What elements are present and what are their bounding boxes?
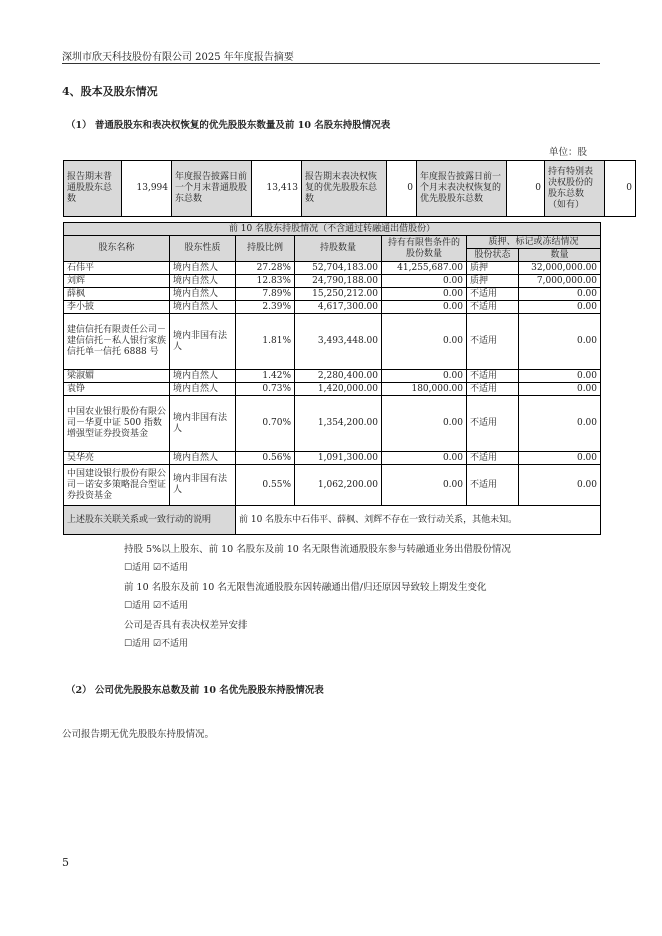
cell-ratio: 0.73% [236, 383, 295, 396]
summary-label-5: 持有特别表决权股份的股东总数（如有） [545, 161, 605, 217]
cell-nature: 境内自然人 [170, 383, 236, 396]
cell-nature: 境内非国有法人 [170, 314, 236, 370]
cell-status: 不适用 [467, 314, 519, 370]
note-lending-change: 前 10 名股东及前 10 名无限售流通股股东因转融通出借/归还原因导致较上期发生变化 [124, 582, 487, 593]
cell-status: 不适用 [467, 301, 519, 314]
cell-qty: 1,062,200.00 [295, 465, 382, 506]
cell-qty: 4,617,300.00 [295, 301, 382, 314]
cell-qty: 2,280,400.00 [295, 370, 382, 383]
cell-nature: 境内自然人 [170, 288, 236, 301]
summary-value-3: 0 [387, 161, 417, 217]
cell-amount: 0.00 [519, 370, 601, 383]
table-row [64, 370, 601, 383]
cell-amount: 0.00 [519, 301, 601, 314]
unit-label: 单位：股 [548, 147, 587, 158]
cell-amount: 0.00 [519, 452, 601, 465]
cell-status: 不适用 [467, 288, 519, 301]
col-header-status: 股份状态 [467, 249, 519, 262]
col-header-nature: 股东性质 [170, 236, 236, 262]
cell-ratio: 0.55% [236, 465, 295, 506]
cell-name: 刘辉 [64, 275, 170, 288]
cell-ratio: 1.42% [236, 370, 295, 383]
cell-restricted: 0.00 [382, 314, 467, 370]
cell-amount: 7,000,000.00 [519, 275, 601, 288]
cell-nature: 境内自然人 [170, 452, 236, 465]
cell-restricted: 180,000.00 [382, 383, 467, 396]
page-number: 5 [62, 856, 69, 869]
cell-status: 不适用 [467, 383, 519, 396]
cell-status: 质押 [467, 275, 519, 288]
section-title: 4、股本及股东情况 [62, 85, 158, 98]
table-row [64, 383, 601, 396]
cell-qty: 1,354,200.00 [295, 396, 382, 452]
header-divider [62, 63, 600, 64]
cell-amount: 0.00 [519, 288, 601, 301]
cell-name: 薛枫 [64, 288, 170, 301]
cell-restricted: 0.00 [382, 370, 467, 383]
cell-ratio: 27.28% [236, 262, 295, 275]
cell-qty: 24,790,188.00 [295, 275, 382, 288]
cell-name: 吴华亮 [64, 452, 170, 465]
summary-label-2: 年度报告披露日前一个月末普通股股东总数 [172, 161, 252, 217]
table-row [64, 288, 601, 301]
table-row [64, 452, 601, 465]
table-row [64, 396, 601, 452]
cell-name: 中国建设银行股份有限公司－诺安多策略混合型证券投资基金 [64, 465, 170, 506]
cell-name: 袁铮 [64, 383, 170, 396]
summary-label-3: 报告期末表决权恢复的优先股股东总数 [302, 161, 387, 217]
cell-ratio: 12.83% [236, 275, 295, 288]
summary-label-1: 报告期末普通股股东总数 [64, 161, 122, 217]
cell-amount: 0.00 [519, 314, 601, 370]
col-header-qty: 持股数量 [295, 236, 382, 262]
choice-voting-rights: ☐适用 ☑不适用 [124, 639, 188, 649]
cell-qty: 1,091,300.00 [295, 452, 382, 465]
cell-restricted: 0.00 [382, 396, 467, 452]
summary-value-5: 0 [605, 161, 636, 217]
relation-text: 前 10 名股东中石伟平、薛枫、刘辉不存在一致行动关系，其他未知。 [236, 506, 601, 535]
cell-restricted: 0.00 [382, 465, 467, 506]
cell-name: 李小披 [64, 301, 170, 314]
cell-name: 建信信托有限责任公司－建信信托－私人银行家族信托单一信托 6888 号 [64, 314, 170, 370]
subsection-title-1: （1） 普通股股东和表决权恢复的优先股股东数量及前 10 名股东持股情况表 [66, 120, 391, 131]
cell-nature: 境内非国有法人 [170, 396, 236, 452]
cell-amount: 0.00 [519, 383, 601, 396]
col-header-pledge: 质押、标记或冻结情况 [467, 236, 601, 249]
cell-ratio: 2.39% [236, 301, 295, 314]
cell-name: 梁淑媚 [64, 370, 170, 383]
table-row [64, 275, 601, 288]
table-row [64, 314, 601, 370]
cell-amount: 32,000,000.00 [519, 262, 601, 275]
cell-status: 质押 [467, 262, 519, 275]
subsection-title-2: （2） 公司优先股股东总数及前 10 名优先股股东持股情况表 [66, 685, 324, 696]
cell-amount: 0.00 [519, 465, 601, 506]
shareholder-summary-table [63, 160, 636, 217]
note-voting-rights: 公司是否具有表决权差异安排 [124, 620, 248, 631]
cell-ratio: 0.70% [236, 396, 295, 452]
summary-label-4: 年度报告披露日前一个月末表决权恢复的优先股股东总数 [417, 161, 507, 217]
cell-qty: 15,250,212.00 [295, 288, 382, 301]
col-header-amount: 数量 [519, 249, 601, 262]
col-header-restricted: 持有有限售条件的股份数量 [382, 236, 467, 262]
cell-restricted: 0.00 [382, 452, 467, 465]
col-header-name: 股东名称 [64, 236, 170, 262]
cell-status: 不适用 [467, 452, 519, 465]
choice-lending-change: ☐适用 ☑不适用 [124, 601, 188, 611]
cell-qty: 1,420,000.00 [295, 383, 382, 396]
relation-label: 上述股东关联关系或一致行动的说明 [64, 506, 236, 535]
table-row [64, 262, 601, 275]
cell-status: 不适用 [467, 396, 519, 452]
summary-value-4: 0 [507, 161, 545, 217]
cell-nature: 境内非国有法人 [170, 465, 236, 506]
summary-value-1: 13,994 [122, 161, 172, 217]
document-header: 深圳市欣天科技股份有限公司 2025 年年度报告摘要 [62, 52, 294, 63]
cell-restricted: 0.00 [382, 288, 467, 301]
cell-ratio: 7.89% [236, 288, 295, 301]
table-row [64, 301, 601, 314]
cell-restricted: 41,255,687.00 [382, 262, 467, 275]
summary-value-2: 13,413 [252, 161, 302, 217]
cell-nature: 境内自然人 [170, 301, 236, 314]
cell-nature: 境内自然人 [170, 262, 236, 275]
cell-qty: 52,704,183.00 [295, 262, 382, 275]
cell-qty: 3,493,448.00 [295, 314, 382, 370]
cell-name: 石伟平 [64, 262, 170, 275]
cell-restricted: 0.00 [382, 275, 467, 288]
cell-status: 不适用 [467, 465, 519, 506]
preferred-shares-text: 公司报告期无优先股股东持股情况。 [62, 729, 215, 740]
cell-ratio: 0.56% [236, 452, 295, 465]
col-header-ratio: 持股比例 [236, 236, 295, 262]
cell-ratio: 1.81% [236, 314, 295, 370]
choice-securities-lending: ☐适用 ☑不适用 [124, 563, 188, 573]
table-row [64, 465, 601, 506]
note-securities-lending: 持股 5%以上股东、前 10 名股东及前 10 名无限售流通股股东参与转融通业务出借股份情况 [124, 544, 511, 555]
top10-shareholders-table [63, 222, 601, 535]
cell-nature: 境内自然人 [170, 275, 236, 288]
top10-caption: 前 10 名股东持股情况（不含通过转融通出借股份） [64, 223, 601, 236]
cell-restricted: 0.00 [382, 301, 467, 314]
cell-nature: 境内自然人 [170, 370, 236, 383]
cell-amount: 0.00 [519, 396, 601, 452]
cell-name: 中国农业银行股份有限公司－华夏中证 500 指数增强型证券投资基金 [64, 396, 170, 452]
cell-status: 不适用 [467, 370, 519, 383]
